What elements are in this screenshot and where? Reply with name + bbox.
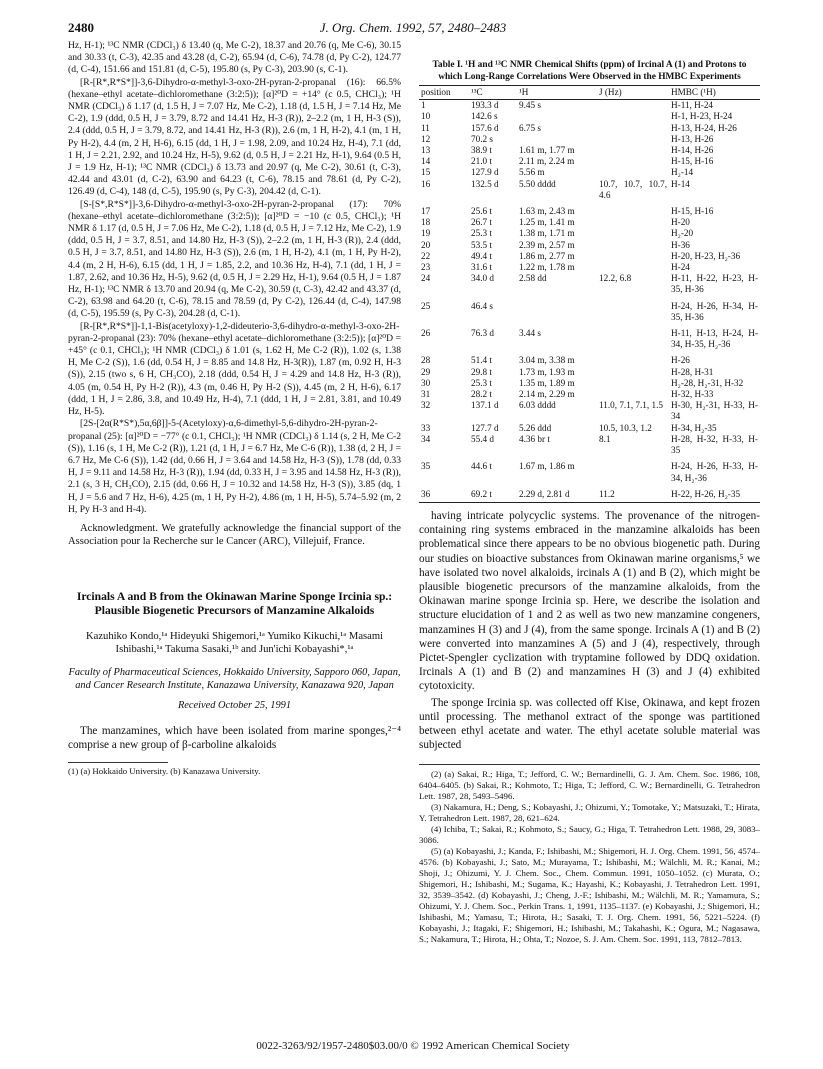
journal-citation: J. Org. Chem. 1992, 57, 2480–2483 (319, 20, 507, 35)
cell-position: 20 (421, 239, 431, 250)
cell-position: 1 (421, 100, 426, 111)
reference-entry: (2) (a) Sakai, R.; Higa, T.; Jefford, C. W.; Bernardinelli, G. J. Am. Chem. Soc. 1986, 108, 6404–6405. (b) Sakai, R.; Kohmoto, T.; Higa, T.; Jefford, C. W.; Bernardinelli, G. Tetrahedron Lett. 1987, 28, 5493–5496. (419, 769, 760, 802)
cell-position: 12 (421, 133, 431, 144)
cell-position: 24 (421, 273, 431, 284)
page-number: 2480 (68, 20, 94, 35)
cell-hmbc: H-14, H-26 (671, 145, 714, 156)
cell-j (597, 296, 669, 323)
cell-13c: 76.3 d (471, 328, 494, 339)
table-row (419, 456, 760, 483)
cell-j (597, 201, 669, 217)
table-row (419, 217, 760, 228)
cell-hmbc: H-11, H-22, H-23, H-35, H-36 (671, 273, 758, 295)
cell-1h: 5.50 dddd (519, 178, 556, 189)
cell-1h: 4.36 br t (519, 433, 550, 444)
cell-position: 15 (421, 167, 431, 178)
cell-hmbc: H-1, H-23, H-24 (671, 111, 733, 122)
cell-position: 33 (421, 422, 431, 433)
cell-hmbc: H-15, H-16 (671, 206, 714, 217)
cell-13c: 25.3 t (471, 228, 492, 239)
cell-13c: 29.8 t (471, 366, 492, 377)
cell-hmbc: H-15, H-16 (671, 156, 714, 167)
cell-13c: 46.4 s (471, 300, 493, 311)
cell-13c: 193.3 d (471, 100, 499, 111)
cell-hmbc: H₂-20 (671, 228, 694, 239)
cell-hmbc: H-24, H-26, H-33, H-34, H₂-36 (671, 461, 758, 483)
cell-hmbc: H-22, H-26, H₂-35 (669, 484, 760, 503)
left-column (68, 40, 401, 777)
cell-position: 28 (421, 355, 431, 366)
cell-hmbc: H-14 (671, 178, 690, 189)
cell-1h: 2.14 m, 2.29 m (519, 389, 575, 400)
cell-hmbc: H-11, H-24 (671, 100, 714, 111)
nmr-table (419, 85, 760, 503)
cell-hmbc: H₂-14 (671, 167, 694, 178)
cell-13c: 26.7 t (471, 217, 492, 228)
cell-j (597, 100, 669, 112)
cell-position: 25 (421, 300, 431, 311)
cell-1h: 1.67 m, 1.86 m (519, 461, 575, 472)
cell-1h: 9.45 s (519, 100, 541, 111)
cell-position: 11 (421, 122, 430, 133)
column-header-13c: ¹³C (469, 86, 517, 100)
cell-j: 10.7, 10.7, 10.7, 4.6 (599, 178, 667, 200)
cell-j (597, 389, 669, 400)
table-row (419, 156, 760, 167)
table-row (419, 251, 760, 262)
table-row (419, 273, 760, 295)
table-header-row (419, 86, 760, 100)
experimental-paragraph: [R-[R*,R*S*]]-1,1-Bis(acetyloxy)-1,2-dideuterio-3,6-dihydro-α-methyl-3-oxo-2H-pyran-2-propanal (23): 70% (hexane–ethyl acetate–dichloromethane (3:2:5)); [α]²⁰D = +45° (c 0.1, CHCl₃); ¹H NMR (CDCl₃) δ 1.01 (s, 1.62 H, Me C-2 (R)), 1.02 (s, 1.38 H, Me C-2 (S)), 1.6 (dd, 0.54 H, J = 8.85 and 14.8 Hz, H-3(R)), 1.87 (m, 0.92 H, H-3 (S)), 2.15 (two s, 6 H, CH₃CO), 2.18 (ddd, 0.54 H, J = 4.29 and 14.8 Hz, H-3 (R)), 4.05 (m, 0.54 H, Py H-2 (R)), 4.3 (m, 0.46 H, Py H-2 (S)), 4.45 (m, 2 H, H-6), 6.17 (ddd, 1 H, J = 2.86, 3.8, and 10.49 Hz, H-4), 7.1 (ddd, 1 H, J = 2.81, 3.81, and 10.49 Hz, H-5). (68, 320, 401, 418)
experimental-paragraph: [S-[S*,R*S*]]-3,6-Dihydro-α-methyl-3-oxo-2H-pyran-2-propanal (17): 70% (hexane–ethyl acetate–dichloromethane (3:2:5)); [α]²⁰D = −10 (c 0.5, CHCl₃); ¹H NMR δ 1.17 (d, 0.5 H, J = 7.06 Hz, Me C-2), 1.18 (d, 0.5 H, J = 7.12 Hz, Me C-2), 1.9 (ddd, 0.5 H, J = 3.7, 8.51, and 14.80 Hz, H-3 (S)), 2–2.2 (m, 1 H, H-3 (R)), 2.4 (ddd, 0.5 H, J = 3.7, 8.51, and 14.80 Hz, H-3 (S)), 2.6 (m, 1 H, H-2), 4.1 (m, 1 H, Py H-2), 4.4 (m, 2 H, H-6), 6.15 (dd, 1 H, J = 1.85, 2.2, and 10.36 Hz, H-4), 7.1 (dd, 1 H, J = 1.87, 2.62, and 10.36 Hz, H-5), 9.62 (d, 0.5 H, J = 2.29 Hz, H-1), 9.64 (0.5 H, J = 1.87 Hz, H-1); ¹³C NMR δ 13.70 and 20.94 (q, Me C-2), 30.59 (t, C-3), 42.42 and 43.37 (d, C-2), 63.98 and 64.20 (t, C-6), 78.15 and 78.59 (d, Py C-2), 126.44 (d, C-4), 147.98 (d, C-5), 195.59 (s, Py C-3), 204.28 (d, C-1). (68, 198, 401, 320)
table-row (419, 367, 760, 378)
cell-hmbc: H-24, H-26, H-34, H-35, H-36 (671, 300, 758, 322)
cell-j (597, 111, 669, 122)
cell-13c: 44.6 t (471, 461, 492, 472)
cell-1h: 3.04 m, 3.38 m (519, 355, 575, 366)
table-row (419, 484, 760, 503)
cell-13c: 137.1 d (471, 400, 499, 411)
cell-1h: 1.86 m, 2.77 m (519, 250, 575, 261)
cell-hmbc: H-20, H-23, H₂-36 (671, 250, 741, 261)
cell-position: 32 (421, 400, 431, 411)
cell-13c: 25.6 t (471, 206, 492, 217)
cell-1h: 1.35 m, 1.89 m (519, 377, 575, 388)
cell-1h: 3.44 s (519, 328, 541, 339)
cell-hmbc: H₂-28, H₂-31, H-32 (671, 377, 744, 388)
reference-entry: (4) Ichiba, T.; Sakai, R.; Kohmoto, S.; Saucy, G.; Higa, T. Tetrahedron Lett. 1988, 29, 3083–3086. (419, 824, 760, 846)
article-title: Ircinals A and B from the Okinawan Marine Sponge Ircinia sp.: Plausible Biogenetic Precursors of Manzamine Alkaloids (76, 589, 393, 617)
table-row (419, 111, 760, 122)
table-row (419, 240, 760, 251)
right-column (419, 60, 760, 945)
cell-j (597, 251, 669, 262)
table-row (419, 296, 760, 323)
cell-position: 22 (421, 250, 431, 261)
column-header-j: J (Hz) (597, 86, 669, 100)
author-list: Kazuhiko Kondo,¹ᵃ Hideyuki Shigemori,¹ᵃ Yumiko Kikuchi,¹ᵃ Masami Ishibashi,¹ᵃ Takuma Sasaki,¹ᵇ and Jun'ichi Kobayashi*,¹ᵃ (85, 630, 384, 655)
column-header-position: position (419, 86, 469, 100)
table-row (419, 201, 760, 217)
table-row (419, 400, 760, 422)
cell-j: 11.0, 7.1, 7.1, 1.5 (599, 400, 663, 411)
cell-13c: 142.6 s (471, 111, 498, 122)
cell-position: 19 (421, 228, 431, 239)
references-rule (419, 764, 760, 765)
cell-13c: 49.4 t (471, 250, 492, 261)
cell-position: 30 (421, 377, 431, 388)
cell-13c: 127.9 d (471, 167, 499, 178)
cell-hmbc: H-20 (671, 217, 690, 228)
column-header-hmbc: HMBC (¹H) (669, 86, 760, 100)
table-row (419, 350, 760, 366)
cell-1h: 2.11 m, 2.24 m (519, 156, 575, 167)
cell-position: 14 (421, 156, 431, 167)
cell-1h: 1.63 m, 2.43 m (519, 206, 575, 217)
cell-1h: 5.26 ddd (519, 422, 552, 433)
received-date: Received October 25, 1991 (177, 699, 292, 711)
abstract-text: The manzamines, which have been isolated from marine sponges,²⁻⁴ comprise a new group of β-carboline alkaloids (68, 725, 401, 752)
cell-position: 13 (421, 145, 431, 156)
references (419, 769, 760, 945)
table-row (419, 423, 760, 434)
cell-1h (517, 296, 597, 323)
cell-hmbc: H-30, H₂-31, H-33, H-34 (671, 400, 758, 422)
column-header-1h: ¹H (517, 86, 597, 100)
cell-1h: 6.03 dddd (519, 400, 556, 411)
cell-hmbc: H-34, H₂-35 (671, 422, 717, 433)
cell-position: 18 (421, 217, 431, 228)
table-row (419, 179, 760, 201)
cell-hmbc: H-28, H-31 (671, 366, 714, 377)
cell-position: 34 (421, 433, 431, 444)
cell-j (597, 228, 669, 239)
table-row (419, 389, 760, 400)
cell-position: 31 (421, 389, 431, 400)
cell-position: 35 (421, 461, 431, 472)
experimental-paragraph: [2S-[2α(R*S*),5α,6β]]-5-(Acetyloxy)-α,6-dimethyl-5,6-dihydro-2H-pyran-2-propanal (25): [α]²⁰D = −77° (c 0.1, CHCl₃); ¹H NMR (CDCl₃) δ 1.14 (s, 2 H, Me C-2 (S)), 1.16 (s, 1 H, Me C-2 (R)), 1.21 (d, 1 H, J = 6.7 Hz, Me C-6 (R)), 1.38 (d, 2 H, J = 6.7 Hz, Me C-6 (S)), 1.42 (dd, 0.66 H, J = 3.64 and 14.58 Hz, H-3 (S)), 1.78 (dd, 0.33 H, J = 9.11 and 14.58 Hz, H-3 (R)), 1.94 (dd, 0.33 H, J = 3.95 and 14.58 Hz, H-3 (R)), 2.1 (s, 3 H, CH₃CO), 2.15 (dd, 0.66 H, J = 10.32 and 14.58 Hz, H-3 (S)), 3.85 (dq, 1 H, J = 5.6 and 7 Hz, H-6), 4.25 (m, 1 H, Py H-2), 4.86 (m, 1 H, H-5), 5.74–5.92 (m, 2 H, Py H-3 and H-4). (68, 418, 401, 515)
table-row (419, 167, 760, 178)
table-row (419, 434, 760, 456)
cell-13c: 132.5 d (471, 178, 499, 189)
cell-1h: 1.73 m, 1.93 m (519, 366, 575, 377)
cell-position: 23 (421, 262, 431, 273)
page-header (68, 20, 758, 38)
experimental-paragraph: Hz, H-1); ¹³C NMR (CDCl₃) δ 13.40 (q, Me C-2), 18.37 and 20.76 (q, Me C-6), 30.15 and 30.33 (t, C-3), 42.35 and 43.28 (d, C-2), 65.94 (d, C-6), 74.78 (d, Py C-2), 124.77 (d, C-4), 151.66 and 151.81 (d, C-5), 195.80 (s, Py C-3), 203.90 (s, C-1). (68, 40, 401, 76)
table-row (419, 100, 760, 112)
cell-j: 12.2, 6.8 (599, 273, 632, 284)
table-row (419, 134, 760, 145)
cell-j (597, 456, 669, 483)
cell-1h: 5.56 m (519, 167, 545, 178)
cell-1h (517, 111, 597, 122)
reference-entry: (5) (a) Kobayashi, J.; Kanda, F.; Ishibashi, M.; Shigemori, H. J. Org. Chem. 1991, 56, 4574–4576. (b) Kobayashi, J.; Sato, M.; Murayama, T.; Ishibashi, M.; Wälchli, M. R.; Kanai, M.; Shoji, J.; Ohizumi, Y. J. Chem. Soc., Chem. Commun. 1991, 1050–1052. (c) Murata, O.; Shigemori, H.; Ishibashi, M.; Sugama, K.; Hayashi, K.; Kobayashi, J. Tetrahedron Lett. 1991, 32, 3539–3542. (d) Kobayashi, J.; Cheng, J.-F.; Ishibashi, M.; Wälchli, M. R.; Yamamura, S.; Ohizumi, Y. J. Chem. Soc., Perkin Trans. 1, 1991, 1135–1137. (e) Kobayashi, J.; Shigemori, H.; Ishibashi, M.; Yamasu, T.; Hirota, H.; Sasaki, T. J. Org. Chem. 1991, 56, 5221–5224. (f) Kobayashi, J.; Itagaki, F.; Shigemori, H.; Ishibashi, M.; Takahashi, K.; Ogura, M.; Nagasawa, S.; Nakamura, T.; Hirota, H.; Ohta, T.; Nozoe, S. J. Am. Chem. Soc. 1991, 113, 7812–7813. (419, 846, 760, 945)
cell-position: 29 (421, 366, 431, 377)
copyright-line: 0022-3263/92/1957-2480$03.00/0 © 1992 American Chemical Society (256, 1040, 570, 1052)
cell-1h (517, 134, 597, 145)
cell-j: 11.2 (597, 484, 669, 503)
body-paragraph: having intricate polycyclic systems. The provenance of the nitrogen-containing ring systems embraced in the manzamine alkaloids has been problematical since there appears to be no obvious biogenetic path. During our studies on bioactive substances from Okinawan marine organisms,⁵ we have isolated two novel alkaloids, ircinals A (1) and B (2), which might be plausible biogenetic precursors of the manzamine alkaloids, from the Okinawan marine sponge Ircinia sp. Here, we describe the isolation and structure elucidation of 1 and 2 as well as two new manzamine congeners, manzamines H (3) and J (4), from the same sponge. Ircinals A (1) and B (2) were converted into manzamines A (5) and J (4), respectively, through Pictet-Spengler cyclization with tryptamine followed by DDQ oxidation. Ircinals A (1) and B (2) and manzamines H (3) and J (4) exhibited cytotoxicity. (419, 509, 760, 693)
cell-hmbc: H-11, H-13, H-24, H-34, H-35, H₂-36 (671, 328, 758, 350)
cell-13c: 70.2 s (471, 133, 493, 144)
reference-entry: (3) Nakamura, H.; Deng, S.; Kobayashi, J.; Ohizumi, Y.; Tomotake, Y.; Matsuzaki, T.; Hirata, Y. Tetrahedron Lett. 1987, 28, 621–624. (419, 802, 760, 824)
cell-j (597, 145, 669, 156)
table-row (419, 145, 760, 156)
cell-j (597, 123, 669, 134)
cell-j: 8.1 (599, 433, 611, 444)
cell-13c: 53.5 t (471, 239, 492, 250)
cell-13c: 25.3 t (471, 377, 492, 388)
footnote: (1) (a) Hokkaido University. (b) Kanazawa University. (68, 766, 261, 777)
cell-hmbc: H-32, H-33 (671, 389, 714, 400)
cell-1h: 1.38 m, 1.71 m (519, 228, 575, 239)
table-row (419, 378, 760, 389)
cell-13c: 69.2 t (469, 484, 517, 503)
affiliation: Faculty of Pharmaceutical Sciences, Hokkaido University, Sapporo 060, Japan, and Cancer Research Institute, Kanazawa University, Kanazawa 920, Japan (68, 666, 401, 691)
cell-hmbc: H-13, H-26 (671, 133, 714, 144)
cell-hmbc: H-26 (671, 355, 690, 366)
cell-hmbc: H-28, H-32, H-33, H-35 (671, 433, 758, 456)
cell-hmbc: H-13, H-24, H-26 (671, 122, 737, 133)
cell-j (597, 217, 669, 228)
cell-13c: 28.2 t (471, 389, 492, 400)
experimental-paragraph: [R-[R*,R*S*]]-3,6-Dihydro-α-methyl-3-oxo-2H-pyran-2-propanal (16): 66.5% (hexane–ethyl acetate–dichloromethane (3:2:5)); [α]²⁰D = +14° (c 0.5, CHCl₃); ¹H NMR (CDCl₃) δ 1.17 (d, 1.5 H, J = 7.07 Hz, Me C-2), 1.18 (d, 1.5 H, J = 7.14 Hz, Me C-2), 1.9 (ddd, 0.5 H, J = 3.79, 8.72 and 14.41 Hz, H-3 (R)), 2–2.2 (m, 1 H, H-3 (S)), 2.4 (ddd, 0.5 H, J = 3.79, 8.72, and 14.41 Hz, H-3 (R)), 2.6 (m, 1 H, H-2), 4.1 (m, 1 H, Py H-2), 4.4 (m, 2 H, H-6), 6.15 (dd, 1 H, J = 1.98, 2.09, and 10.24 Hz, H-4), 7.1 (dd, 1 H, J = 2.21, 2.92, and 10.24 Hz, H-5), 9.62 (d, 0.5 H, J = 2.21 Hz, H-1), 9.64 (0.5 H, J = 1.9 Hz, H-1); ¹³C NMR (CDCl₃) δ 13.73 and 20.97 (q, Me C-2), 30.61 (t, C-3), 42.44 and 43.01 (d, C-2), 63.90 and 64.23 (t, C-6), 78.15 and 78.61 (d, Py C-2), 126.49 (d, C-4), 148 (d, C-5), 195.90 (s, Py C-3), 204.42 (d, C-1). (68, 76, 401, 198)
table-row (419, 262, 760, 273)
table-title: Table I. ¹H and ¹³C NMR Chemical Shifts (ppm) of Ircinal A (1) and Protons to which Long-Range Correlations Were Observed in the HMBC Experiments (432, 60, 747, 82)
cell-position: 26 (421, 328, 431, 339)
cell-j (597, 134, 669, 145)
cell-13c: 31.6 t (471, 262, 492, 273)
cell-j (597, 240, 669, 251)
cell-13c: 38.9 t (471, 145, 492, 156)
cell-13c: 157.6 d (471, 122, 499, 133)
cell-1h: 6.75 s (519, 122, 541, 133)
cell-hmbc: H-24 (671, 262, 690, 273)
cell-13c: 21.0 t (471, 156, 492, 167)
cell-1h: 1.22 m, 1.78 m (519, 262, 575, 273)
table-row (419, 228, 760, 239)
cell-1h: 1.61 m, 1.77 m (519, 145, 575, 156)
body-paragraph: The sponge Ircinia sp. was collected off Kise, Okinawa, and kept frozen until processing. The methanol extract of the sponge was partitioned between ethyl acetate and water. The ethyl acetate soluble material was subjected (419, 696, 760, 752)
cell-13c: 127.7 d (471, 422, 499, 433)
cell-position: 17 (421, 206, 431, 217)
cell-hmbc: H-36 (671, 239, 690, 250)
cell-j (597, 367, 669, 378)
cell-j (597, 262, 669, 273)
cell-j: 10.5, 10.3, 1.2 (599, 422, 652, 433)
acknowledgment: Acknowledgment. We gratefully acknowledge the financial support of the Association pour la Recherche sur le Cancer (ARC), Villejuif, France. (68, 522, 401, 547)
cell-1h: 2.39 m, 2.57 m (519, 239, 575, 250)
cell-position: 16 (421, 178, 431, 189)
cell-position: 10 (421, 111, 431, 122)
cell-13c: 51.4 t (471, 355, 492, 366)
cell-j (597, 156, 669, 167)
cell-13c: 55.4 d (471, 433, 494, 444)
cell-1h: 2.58 dd (519, 273, 547, 284)
cell-1h: 1.25 m, 1.41 m (519, 217, 575, 228)
cell-j (597, 167, 669, 178)
cell-j (597, 323, 669, 350)
cell-position: 36 (419, 484, 469, 503)
cell-j (597, 378, 669, 389)
table-row (419, 123, 760, 134)
cell-1h: 2.29 d, 2.81 d (517, 484, 597, 503)
table-row (419, 323, 760, 350)
footnote-rule (68, 762, 168, 763)
cell-13c: 34.0 d (471, 273, 494, 284)
cell-j (597, 350, 669, 366)
